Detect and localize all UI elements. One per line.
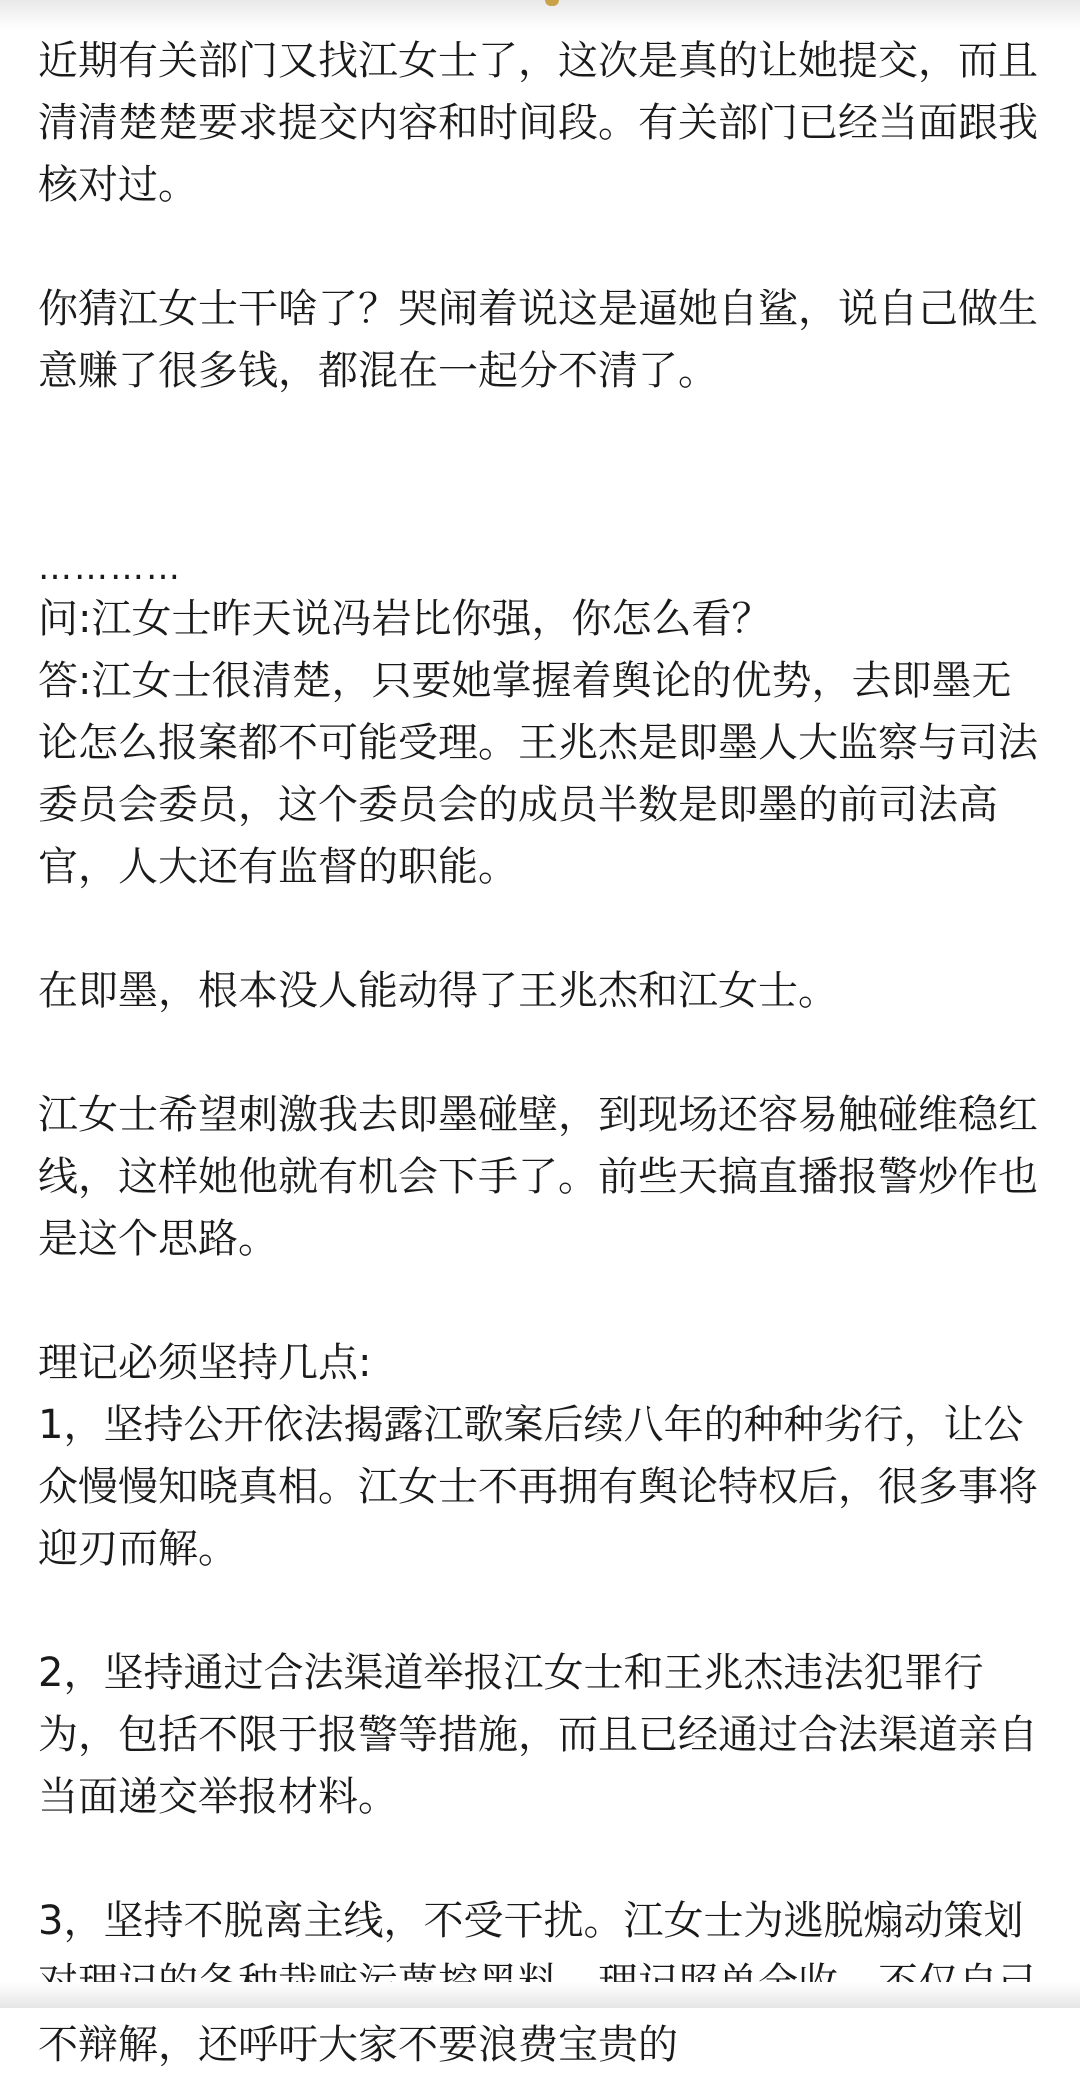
ellipsis-divider: ………… [38, 548, 182, 588]
post-list-point-1: 理记必须坚持几点: 1，坚持公开依法揭露江歌案后续八年的种种劣行，让公众慢慢知晓真相。江女士不再拥有舆论特权后，很多事将迎刃而解。 [38, 1340, 1038, 1572]
screenshot-bottom-edge [0, 1982, 1080, 2008]
post-qa-paragraph: 问:江女士昨天说冯岩比你强，你怎么看？ 答:江女士很清楚，只要她掌握着舆论的优势，去即墨无论怎么报案都不可能受理。王兆杰是即墨人大监察与司法委员会委员，这个委员会的成员半数是即墨的前司法高官，人大还有监督的职能。 [38, 596, 1038, 890]
screenshot-top-edge [0, 0, 1080, 30]
post-paragraph-jimo: 在即墨，根本没人能动得了王兆杰和江女士。 [38, 968, 838, 1014]
post-paragraph-2: 你猜江女士干啥了？哭闹着说这是逼她自鲨，说自己做生意赚了很多钱，都混在一起分不清了。 [38, 286, 1038, 394]
paragraph-spacer [38, 898, 1048, 960]
paragraph-spacer [38, 1022, 1048, 1084]
post-paragraph-provoke: 江女士希望刺激我去即墨碰壁，到现场还容易触碰维稳红线，这样她他就有机会下手了。前些天搞直播报警炒作也是这个思路。 [38, 1092, 1038, 1262]
post-list-point-2: 2，坚持通过合法渠道举报江女士和王兆杰违法犯罪行为，包括不限于报警等措施，而且已经通过合法渠道亲自当面递交举报材料。 [38, 1650, 1038, 1820]
paragraph-spacer [38, 402, 1048, 526]
post-list-point-3: 3，坚持不脱离主线，不受干扰。江女士为逃脱煽动策划 不辩解，还呼吁大家不要浪费宝贵的 [38, 1898, 1024, 2068]
post-body [38, 30, 1048, 2076]
top-indicator [545, 0, 559, 6]
paragraph-spacer [38, 216, 1048, 278]
post-paragraph-1: 近期有关部门又找江女士了，这次是真的让她提交，而且清清楚楚要求提交内容和时间段。有关部门已经当面跟我核对过。 [38, 38, 1038, 208]
paragraph-spacer [38, 1270, 1048, 1332]
paragraph-spacer [38, 1580, 1048, 1642]
paragraph-spacer [38, 1828, 1048, 1890]
